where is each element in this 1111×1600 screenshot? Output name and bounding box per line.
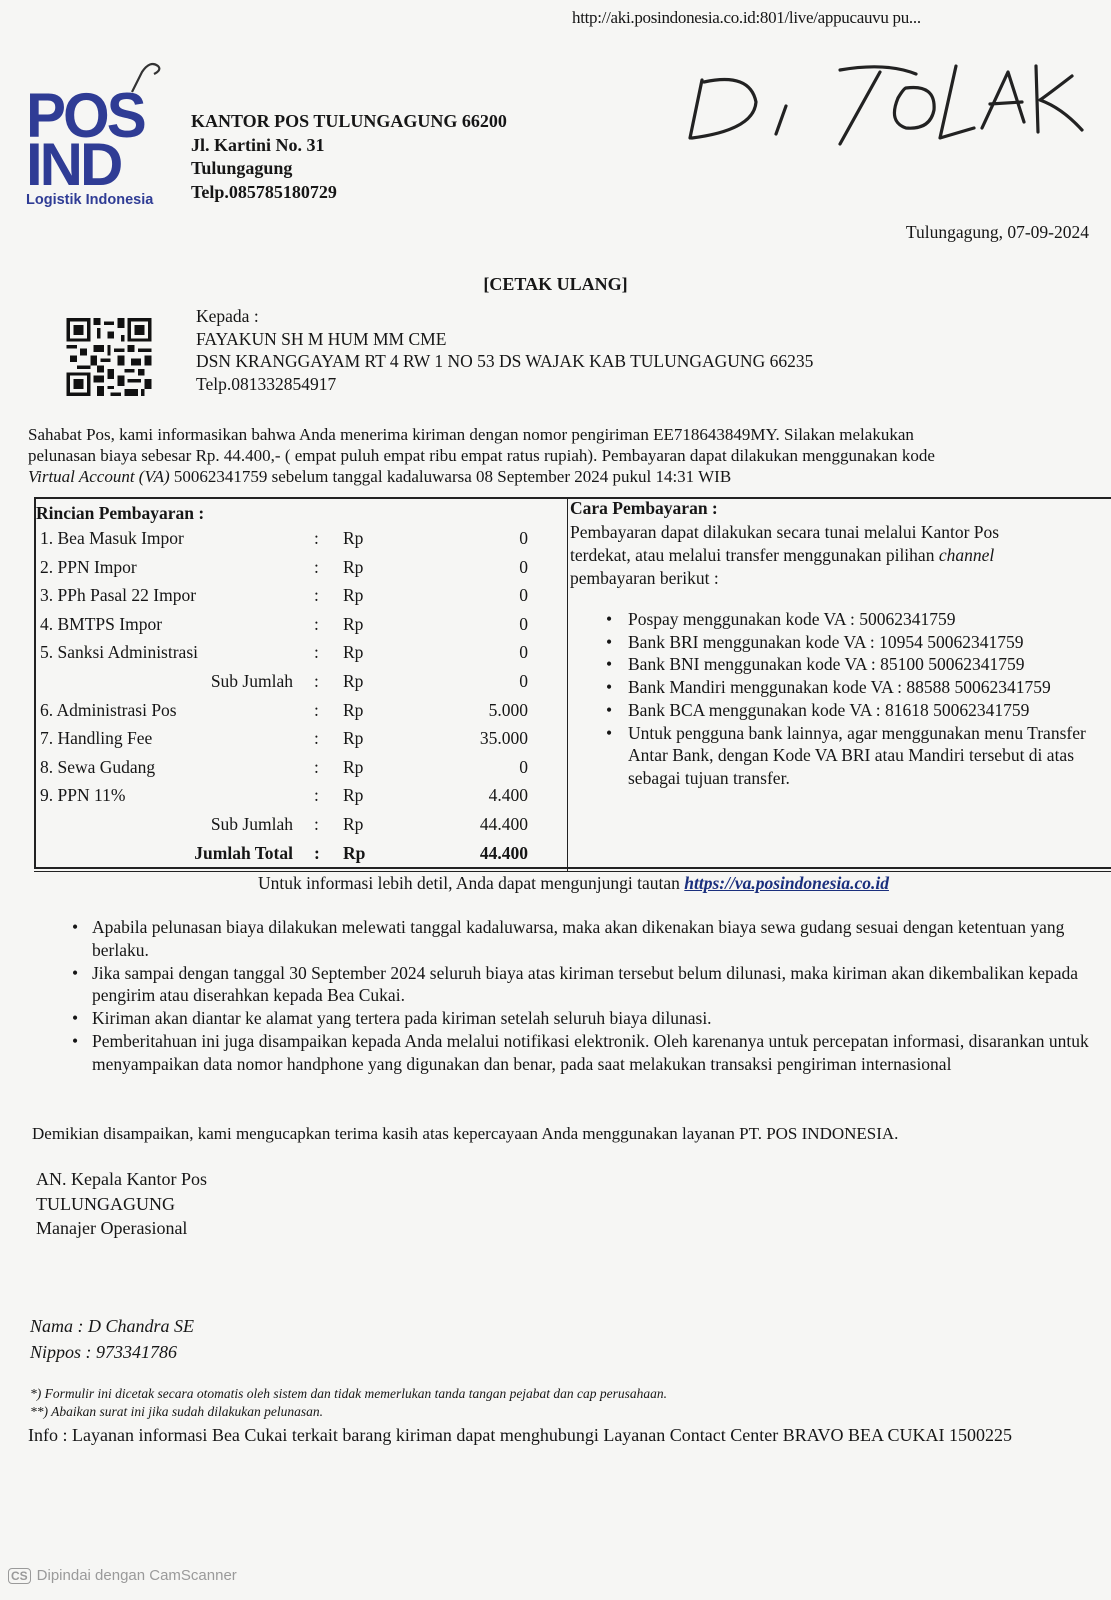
rincian-row-value: 0: [519, 670, 528, 691]
rincian-row-currency: Rp: [343, 642, 364, 663]
rincian-row-colon: :: [314, 785, 319, 806]
rincian-row-value: 0: [519, 528, 528, 548]
recipient-phone: Telp.081332854917: [196, 373, 337, 394]
intro-va-label: Virtual Account (VA): [28, 467, 170, 486]
logo-subtitle: Logistik Indonesia: [26, 192, 154, 208]
rincian-row-currency: Rp: [343, 556, 364, 577]
cara-payment-item: • Bank BCA menggunakan kode VA : 81618 50062341759: [600, 699, 1110, 722]
office-address: Jl. Kartini No. 31: [191, 134, 325, 155]
rincian-row-label: Sub Jumlah: [210, 813, 293, 834]
info-line: [36, 873, 1111, 894]
rincian-row: [38, 814, 558, 843]
logo-text-ind: IND: [26, 131, 121, 198]
officer-name: Nama : D Chandra SE: [30, 1316, 195, 1336]
rincian-row: [38, 700, 558, 729]
cara-text-line-3: pembayaran berikut :: [570, 568, 719, 588]
rincian-row-currency: Rp: [343, 785, 364, 806]
camscanner-watermark: [8, 1567, 237, 1584]
rincian-row-colon: :: [314, 613, 319, 634]
letter-date: Tulungagung, 07-09-2024: [905, 222, 1089, 242]
cara-payment-item: • Untuk pengguna bank lainnya, agar menggunakan menu Transfer Antar Bank, dengan Kode VA BRI atau Mandiri tersebut di atas sebagai tujuan transfer.: [600, 722, 1110, 790]
rincian-row-colon: :: [314, 728, 319, 749]
cara-description: [570, 521, 1100, 590]
rincian-row-currency: Rp: [343, 813, 364, 834]
rincian-row-label: 4. BMTPS Impor: [40, 613, 163, 634]
note-item: • Kiriman akan diantar ke alamat yang tertera pada kiriman setelah seluruh biaya dilunasi.: [70, 1007, 1111, 1030]
rincian-row: [38, 557, 558, 586]
rincian-row-label: 7. Handling Fee: [40, 728, 153, 749]
rincian-row-label: 6. Administrasi Pos: [40, 699, 177, 720]
footer-info: Info : Layanan informasi Bea Cukai terkait barang kiriman dapat menghubungi Layanan Contact Center BRAVO BEA CUKAI 1500225: [28, 1425, 1012, 1445]
rincian-row: [38, 671, 558, 700]
rincian-row-colon: :: [314, 556, 319, 577]
info-link[interactable]: https://va.posindonesia.co.id: [684, 873, 889, 893]
footer-notes: [30, 1385, 667, 1421]
camscanner-icon: CS: [8, 1568, 31, 1584]
cara-payment-item: • Pospay menggunakan kode VA : 50062341759: [600, 608, 1110, 631]
officer-nippos: Nippos : 973341786: [30, 1342, 178, 1362]
info-text: Untuk informasi lebih detil, Anda dapat mengunjungi tautan: [258, 873, 685, 893]
officer-block: [30, 1313, 194, 1365]
cara-title: Cara Pembayaran :: [570, 498, 718, 518]
rincian-row-colon: :: [314, 585, 319, 606]
reprint-label: [CETAK ULANG]: [483, 274, 628, 294]
rincian-row-currency: Rp: [343, 613, 364, 634]
footer-note-1: *) Formulir ini dicetak secara otomatis oleh sistem dan tidak memerlukan tanda tangan pejabat dan cap perusahaan.: [30, 1386, 668, 1401]
rincian-row-label: 2. PPN Impor: [40, 556, 137, 577]
rincian-row-label: Jumlah Total: [194, 842, 293, 863]
sign-line-2: TULUNGAGUNG: [36, 1193, 175, 1214]
recipient-block: [196, 305, 813, 395]
rincian-row-label: 5. Sanksi Administrasi: [40, 642, 198, 663]
rincian-row-value: 0: [519, 756, 528, 777]
page-url: http://aki.posindonesia.co.id:801/live/appucauvu pu...: [572, 8, 921, 27]
rincian-row-colon: :: [314, 642, 319, 663]
rincian-row-value: 0: [519, 585, 528, 606]
note-item: • Pemberitahuan ini juga disampaikan kepada Anda melalui notifikasi elektronik. Oleh karenanya untuk percepatan informasi, disarankan untuk menyampaikan data nomor handphone yang digunakan dan benar, pada saat melakukan transaksi pengiriman internasional: [70, 1030, 1111, 1075]
rincian-row: [38, 528, 558, 557]
intro-line-3: [28, 466, 1111, 487]
cara-text-line-2a: terdekat, atau melalui transfer menggunakan pilihan: [570, 545, 939, 565]
rincian-row-label: 3. PPh Pasal 22 Impor: [40, 585, 197, 606]
note-item: • Apabila pelunasan biaya dilakukan melewati tanggal kadaluwarsa, maka akan dikenakan biaya sewa gudang sesuai dengan ketentuan yang berlaku.: [70, 916, 1111, 961]
rincian-row-value: 44.400: [479, 842, 528, 863]
logo-text-pos: POS: [26, 80, 144, 151]
rincian-row-colon: :: [314, 842, 320, 863]
office-block: [191, 110, 507, 204]
camscanner-text: Dipindai dengan CamScanner: [36, 1567, 237, 1584]
pos-indonesia-logo: [26, 80, 176, 208]
rincian-row-value: 0: [519, 556, 528, 577]
rincian-row-value: 0: [519, 642, 528, 663]
rincian-row-colon: :: [314, 528, 319, 548]
cara-payment-item: • Bank Mandiri menggunakan kode VA : 88588 50062341759: [600, 676, 1110, 699]
recipient-address: DSN KRANGGAYAM RT 4 RW 1 NO 53 DS WAJAK KAB TULUNGAGUNG 66235: [196, 351, 814, 371]
cara-channel-word: channel: [938, 545, 995, 565]
rincian-row-colon: :: [314, 670, 319, 691]
handwritten-di-tolak: [690, 45, 1090, 168]
office-name: KANTOR POS TULUNGAGUNG 66200: [191, 111, 507, 131]
rincian-row: [38, 728, 558, 757]
note-item: • Jika sampai dengan tanggal 30 September 2024 seluruh biaya atas kiriman tersebut belum dilunasi, maka kiriman akan dikembalikan kepada pengirim atau diserahkan kepada Bea Cukai.: [70, 962, 1111, 1007]
rincian-row-currency: Rp: [343, 699, 364, 720]
sign-line-3: Manajer Operasional: [36, 1218, 188, 1238]
rincian-row-label: 1. Bea Masuk Impor: [40, 528, 184, 548]
intro-line-1: Sahabat Pos, kami informasikan bahwa Anda menerima kiriman dengan nomor pengiriman EE718643849MY. Silakan melakukan: [28, 425, 914, 444]
payment-table-divider: [567, 497, 568, 871]
intro-line-2: pelunasan biaya sebesar Rp. 44.400,- ( empat puluh empat ribu empat ratus rupiah). Pembayaran dapat dilakukan menggunakan kode: [28, 446, 935, 465]
rincian-row-currency: Rp: [343, 842, 366, 863]
rincian-row-value: 5.000: [488, 699, 528, 720]
closing-thanks: Demikian disampaikan, kami mengucapkan terima kasih atas kepercayaan Anda menggunakan layanan PT. POS INDONESIA.: [32, 1124, 899, 1143]
rincian-row-value: 35.000: [479, 728, 528, 749]
rincian-row-value: 44.400: [479, 813, 528, 834]
rincian-row-value: 0: [519, 613, 528, 634]
rincian-row: [38, 642, 558, 671]
rincian-row-colon: :: [314, 699, 319, 720]
rincian-row-currency: Rp: [343, 585, 364, 606]
rincian-row-label: Sub Jumlah: [210, 670, 293, 691]
recipient-label: Kepada :: [196, 306, 259, 326]
rincian-row-currency: Rp: [343, 528, 364, 548]
rincian-title: Rincian Pembayaran :: [36, 503, 205, 523]
cara-text-line-2: [570, 544, 1100, 567]
rincian-row-currency: Rp: [343, 670, 364, 691]
rincian-row-currency: Rp: [343, 728, 364, 749]
rincian-row-colon: :: [314, 813, 319, 834]
rincian-row-currency: Rp: [343, 756, 364, 777]
rincian-row-colon: :: [314, 756, 319, 777]
office-city: Tulungagung: [191, 158, 293, 178]
sign-line-1: AN. Kepala Kantor Pos: [36, 1169, 207, 1189]
office-phone: Telp.085785180729: [191, 181, 337, 202]
rincian-row-label: 9. PPN 11%: [40, 785, 126, 806]
rincian-rows: [38, 528, 558, 871]
notes-list: [70, 916, 1111, 1076]
footer-note-2: **) Abaikan surat ini jika sudah dilakukan pelunasan.: [30, 1404, 323, 1419]
cara-payment-list: [600, 608, 1110, 790]
rincian-row-value: 4.400: [488, 785, 528, 806]
rincian-row: [38, 585, 558, 614]
cara-payment-item: • Bank BNI menggunakan kode VA : 85100 50062341759: [600, 653, 1110, 676]
rincian-row: [38, 785, 558, 814]
cara-payment-item: • Bank BRI menggunakan kode VA : 10954 50062341759: [600, 631, 1110, 654]
payment-table-bottom-rule: [34, 871, 1111, 872]
rincian-row: [38, 843, 558, 872]
rincian-row: [38, 614, 558, 643]
rincian-row-label: 8. Sewa Gudang: [40, 756, 156, 777]
intro-va-detail: 50062341759 sebelum tanggal kadaluwarsa 08 September 2024 pukul 14:31 WIB: [169, 467, 732, 486]
handwritten-text: DI TOLAK: [690, 45, 765, 62]
recipient-name: FAYAKUN SH M HUM MM CME: [196, 328, 447, 349]
rincian-row: [38, 757, 558, 786]
signature-block: [36, 1167, 207, 1241]
intro-paragraph: [28, 424, 1111, 487]
cara-text-line-1: Pembayaran dapat dilakukan secara tunai melalui Kantor Pos: [570, 522, 1000, 542]
qr-code: [66, 318, 152, 396]
